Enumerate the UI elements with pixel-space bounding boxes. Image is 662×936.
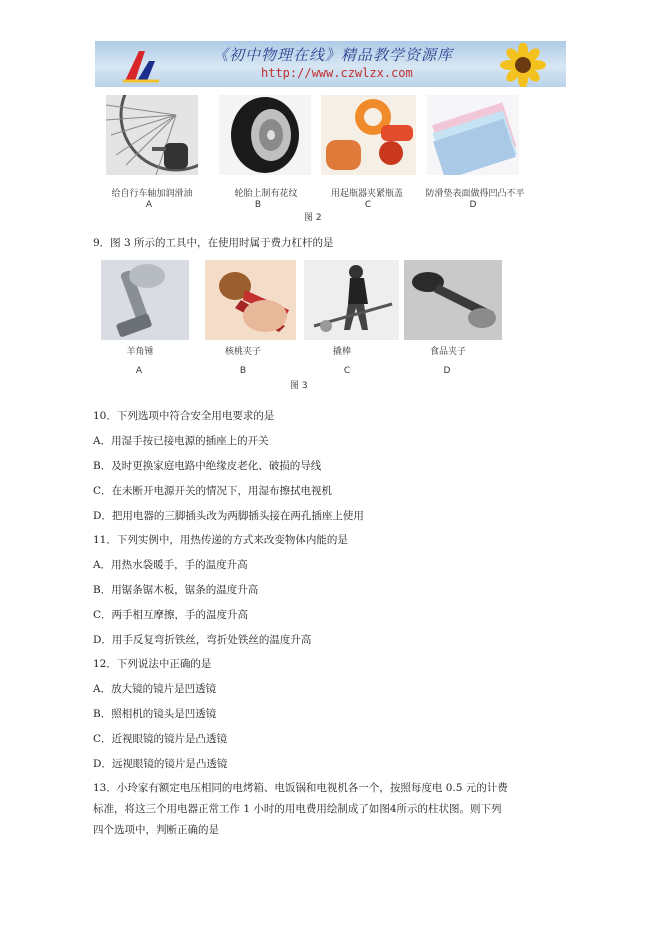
fig3-caption-a: 羊角锤 [126,347,154,357]
q10-option-c: C．在未断开电源开关的情况下，用湿布擦拭电视机 [93,485,333,497]
fig2-option-a: A [145,200,153,210]
sunflower-icon [487,43,559,87]
fig3-image-b-nutcracker [205,260,296,340]
fig3-caption-d: 食品夹子 [429,347,467,357]
q12-option-c: C．近视眼镜的镜片是凸透镜 [93,733,228,745]
fig2-option-d: D [469,200,477,210]
q11-option-b: B．用锯条锯木板，锯条的温度升高 [93,584,259,596]
q12-stem: 12．下列说法中正确的是 [93,658,212,670]
fig2-caption-d: 防滑垫表面做得凹凸不平 [425,189,525,199]
q10-option-a: A．用湿手按已接电源的插座上的开关 [93,435,269,447]
fig3-caption-c: 撬棒 [332,347,352,357]
fig2-option-c: C [364,200,372,210]
q11-option-a: A．用热水袋暖手，手的温度升高 [93,559,248,571]
header-banner [95,41,566,87]
fig3-image-a-claw-hammer [101,260,189,340]
fig2-image-a-bicycle [106,95,198,175]
banner-title: 《初中物理在线》精品教学资源库 [213,46,454,64]
q10-option-b: B．及时更换家庭电路中绝缘皮老化、破损的导线 [93,460,322,472]
banner-url: http://www.czwlzx.com [261,66,413,80]
fig2-label: 图 2 [304,213,322,223]
fig2-caption-c: 用起瓶器夹紧瓶盖 [330,189,404,199]
q13-line-2: 标准，将这三个用电器正常工作 1 小时的用电费用绘制成了如图4所示的柱状图。则下列 [93,803,502,815]
fig2-caption-b: 轮胎上制有花纹 [234,189,298,199]
fig2-image-d-mat [427,95,519,175]
fig3-caption-b: 核桃夹子 [224,347,262,357]
q11-option-c: C．两手相互摩擦，手的温度升高 [93,609,249,621]
fig2-option-b: B [254,200,262,210]
fig2-image-c-bottle-opener [321,95,416,175]
fig3-image-c-crowbar [304,260,399,340]
fig3-option-a: A [135,366,143,376]
q10-stem: 10．下列选项中符合安全用电要求的是 [93,410,275,422]
fig3-option-b: B [239,366,247,376]
fig2-image-b-tire [219,95,311,175]
q13-line-1: 13．小玲家有额定电压相同的电烤箱、电饭锅和电视机各一个，按照每度电 0.5 元的计费 [93,782,508,794]
q11-stem: 11．下列实例中，用热传递的方式来改变物体内能的是 [93,534,348,546]
q11-option-d: D．用手反复弯折铁丝，弯折处铁丝的温度升高 [93,634,312,646]
fig3-option-d: D [443,366,451,376]
q12-option-a: A．放大镜的镜片是凹透镜 [93,683,217,695]
q12-option-b: B．照相机的镜头是凹透镜 [93,708,217,720]
q10-option-d: D．把用电器的三脚插头改为两脚插头接在两孔插座上使用 [93,510,364,522]
fig3-image-d-food-tongs [404,260,502,340]
q13-line-3: 四个选项中，判断正确的是 [93,824,219,836]
q12-option-d: D．远视眼镜的镜片是凸透镜 [93,758,228,770]
q9-stem: 9．图 3 所示的工具中，在使用时属于费力杠杆的是 [93,237,334,249]
fig2-caption-a: 给自行车轴加润滑油 [111,189,193,199]
site-logo-icon [121,47,161,83]
fig3-option-c: C [343,366,351,376]
fig3-label: 图 3 [290,381,308,391]
